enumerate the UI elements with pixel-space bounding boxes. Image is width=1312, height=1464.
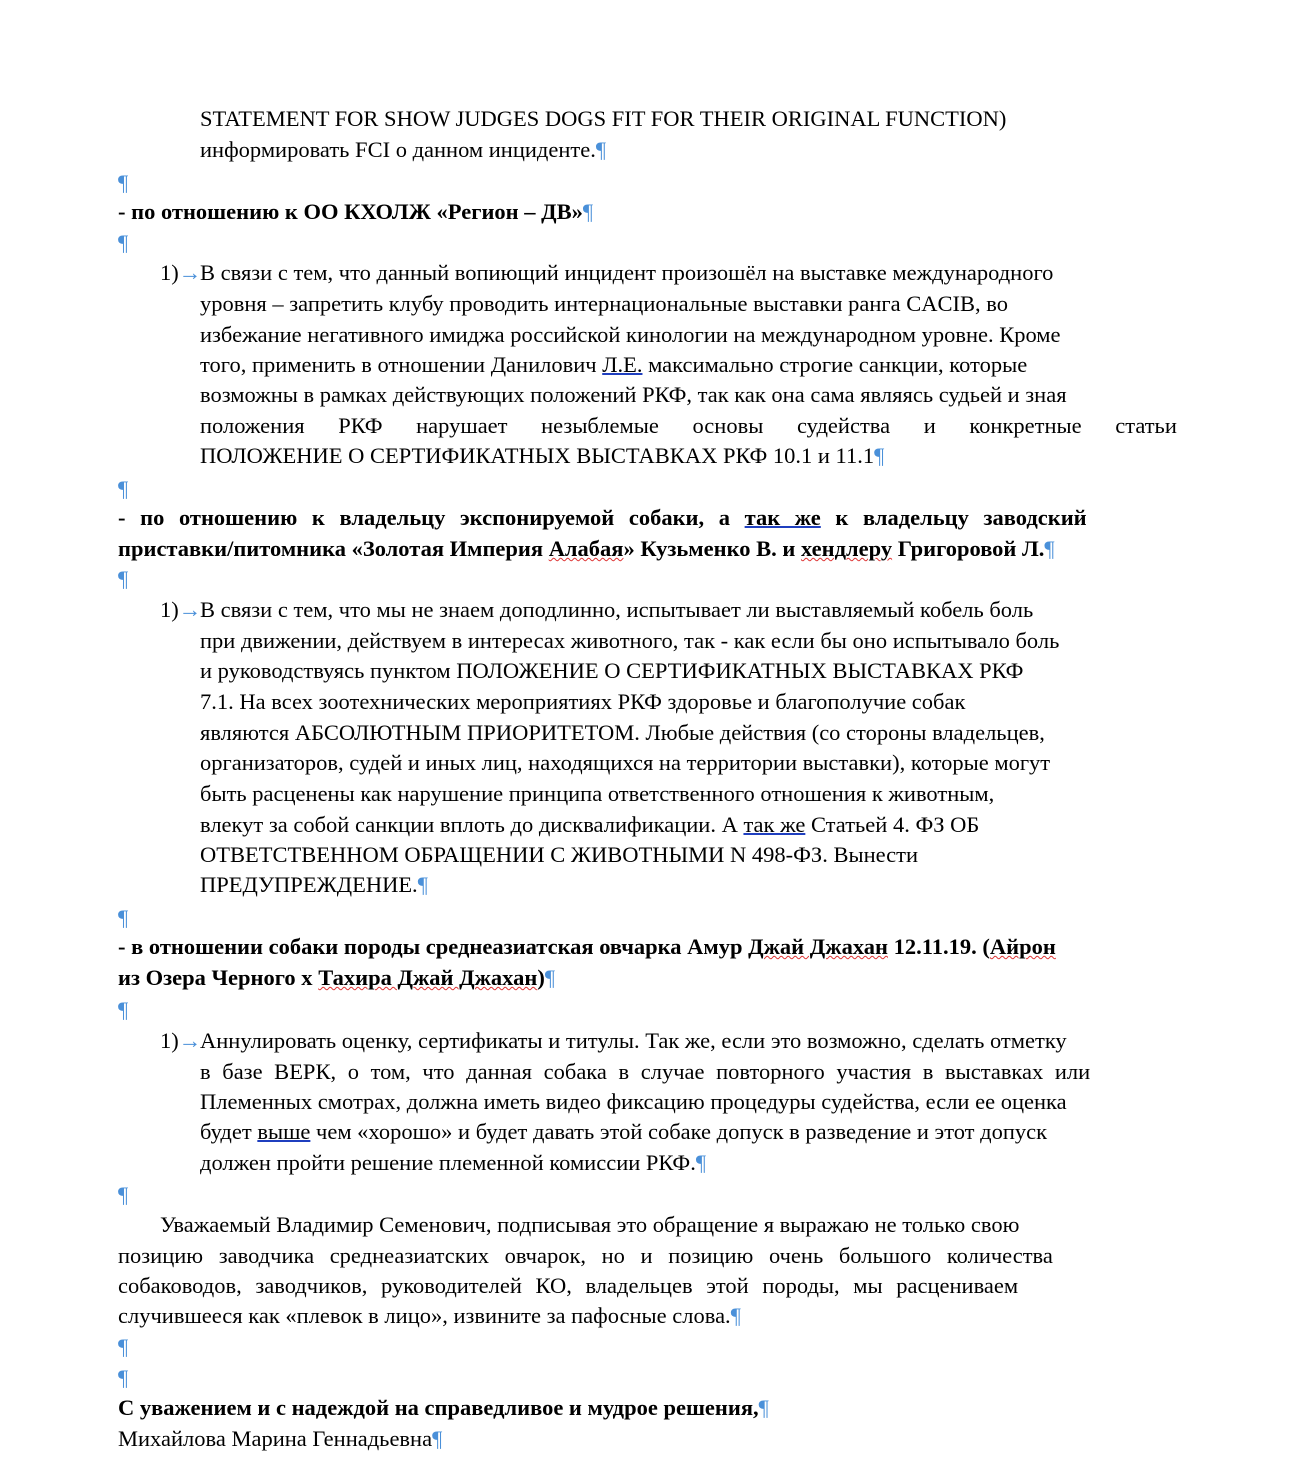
list-item-owner-line: В связи с тем, что мы не знаем доподлинно, испытывает ли выставляемый кобель боль [200, 597, 1034, 622]
pilcrow-mark: ¶ [118, 170, 129, 195]
pilcrow-mark: ¶ [758, 1395, 769, 1420]
list-item-owner-line: быть расценены как нарушение принципа ответственного отношения к животным, [200, 781, 995, 806]
grammar-underlined-word: так же [744, 505, 821, 530]
pilcrow-mark: ¶ [695, 1150, 707, 1175]
list-number: 1)→ [160, 597, 202, 622]
tab-arrow-mark: → [178, 1028, 202, 1053]
section-heading-club: - по отношению к ОО КХОЛЖ «Регион – ДВ»¶ [118, 199, 594, 224]
pilcrow-mark: ¶ [118, 1334, 129, 1359]
list-item-dog-line: в базе ВЕРК, о том, что данная собака в случае повторного участия в выставках или [200, 1059, 1091, 1084]
pilcrow-mark: ¶ [432, 1426, 443, 1451]
section-heading-dog: - в отношении собаки породы среднеазиатская овчарка Амур Джай Джахан 12.11.19. (Айрон [118, 934, 1056, 959]
pilcrow-mark: ¶ [118, 230, 129, 255]
list-item-club-line: избежание негативного имиджа российской кинологии на международном уровне. Кроме [200, 322, 1061, 347]
text-line [200, 135, 606, 165]
pilcrow-mark: ¶ [118, 997, 129, 1022]
list-item-club-line: уровня – запретить клубу проводить интернациональные выставки ранга CACIB, во [200, 291, 1009, 316]
list-item-dog-line: будет выше чем «хорошо» и будет давать этой собаке допуск в разведение и этот допуск [200, 1119, 1048, 1144]
list-item-dog-line: Аннулировать оценку, сертификаты и титулы. Так же, если это возможно, сделать отметку [200, 1028, 1067, 1053]
pilcrow-mark: ¶ [118, 905, 129, 930]
pilcrow-mark: ¶ [118, 566, 129, 591]
pilcrow-mark: ¶ [730, 1303, 741, 1328]
grammar-underlined-word: так же [743, 812, 806, 837]
closing-paragraph-line: случившееся как «плевок в лицо», извините за пафосные слова.¶ [118, 1303, 741, 1328]
list-item-dog-line: Племенных смотрах, должна иметь видео фиксацию процедуры судейства, если ее оценка [200, 1089, 1067, 1114]
list-item-owner-line: являются АБСОЛЮТНЫМ ПРИОРИТЕТОМ. Любые действия (со стороны владельцев, [200, 720, 1045, 745]
section-heading-owner: - по отношению к владельцу экспонируемой собаки, а так же к владельцу заводский [118, 505, 1087, 530]
pilcrow-mark: ¶ [1044, 536, 1055, 561]
closing-paragraph-line: позицию заводчика среднеазиатских овчарок, но и позицию очень большого количества [118, 1243, 1053, 1268]
inform-fci-text: информировать FCI о данном инциденте. [200, 137, 596, 162]
list-item-owner-line: при движении, действуем в интересах животного, так - как если бы оно испытывало боль [200, 628, 1060, 653]
pilcrow-mark: ¶ [417, 872, 428, 897]
list-item-owner-line: 7.1. На всех зоотехнических мероприятиях РКФ здоровье и благополучие собак [200, 689, 966, 714]
list-item-owner-line: ПРЕДУПРЕЖДЕНИЕ.¶ [200, 872, 428, 897]
pilcrow-mark: ¶ [118, 476, 129, 501]
statement-text: STATEMENT FOR SHOW JUDGES DOGS FIT FOR THEIR ORIGINAL FUNCTION) [200, 106, 1007, 131]
pilcrow-mark: ¶ [118, 1182, 129, 1207]
spelling-underlined-word: хендлеру [800, 536, 893, 561]
list-item-club-line: того, применить в отношении Данилович Л.Е. максимально строгие санкции, которые [200, 352, 1028, 377]
list-item-club-line: В связи с тем, что данный вопиющий инцидент произошёл на выставке международного [200, 260, 1054, 285]
spelling-underlined-word: Тахира Джай Джахан [318, 965, 538, 990]
signature-greeting: С уважением и с надеждой на справедливое и мудрое решения,¶ [118, 1395, 769, 1420]
closing-paragraph-line: Уважаемый Владимир Семенович, подписывая это обращение я выражаю не только свою [160, 1212, 1020, 1237]
tab-arrow-mark: → [178, 260, 202, 285]
list-item-owner-line: влекут за собой санкции вплоть до дисквалификации. А так же Статьей 4. ФЗ ОБ [200, 812, 980, 837]
list-number: 1)→ [160, 260, 202, 285]
list-item-club-line: возможны в рамках действующих положений РКФ, так как она сама являясь судьей и зная [200, 382, 1067, 407]
list-item-owner-line: ОТВЕТСТВЕННОМ ОБРАЩЕНИИ С ЖИВОТНЫМИ N 498-ФЗ. Вынести [200, 842, 919, 867]
spelling-underlined-word: Джай Джахан [748, 934, 888, 959]
pilcrow-mark: ¶ [582, 199, 594, 224]
list-item-club-line: положения РКФ нарушает незыблемые основы судейства и конкретные статьи [200, 413, 1177, 438]
list-item-owner-line: и руководствуясь пунктом ПОЛОЖЕНИЕ О СЕРТИФИКАТНЫХ ВЫСТАВКАХ РКФ [200, 658, 1024, 683]
section-heading-owner: приставки/питомника «Золотая Империя Алабая» Кузьменко В. и хендлеру Григоровой Л.¶ [118, 536, 1055, 561]
closing-paragraph-line: собаководов, заводчиков, руководителей КО, владельцев этой породы, мы расцениваем [118, 1273, 1019, 1298]
pilcrow-mark: ¶ [595, 137, 607, 162]
list-item-club-line: ПОЛОЖЕНИЕ О СЕРТИФИКАТНЫХ ВЫСТАВКАХ РКФ 10.1 и 11.1¶ [200, 443, 885, 468]
pilcrow-mark: ¶ [544, 965, 556, 990]
spelling-underlined-word: Айрон [989, 934, 1056, 959]
tab-arrow-mark: → [178, 597, 202, 622]
grammar-underlined-word: выше [257, 1119, 311, 1144]
pilcrow-mark: ¶ [874, 443, 885, 468]
list-item-dog-line: должен пройти решение племенной комиссии РКФ.¶ [200, 1150, 707, 1175]
spelling-underlined-word: Алабая [548, 536, 624, 561]
list-item-owner-line: организаторов, судей и иных лиц, находящихся на территории выставки), которые могут [200, 750, 1051, 775]
text-line [200, 104, 1222, 134]
signature-name: Михайлова Марина Геннадьевна¶ [118, 1426, 443, 1451]
grammar-underlined-word: Л.Е. [602, 352, 643, 377]
list-number: 1)→ [160, 1028, 202, 1053]
pilcrow-mark: ¶ [118, 1365, 129, 1390]
section-heading-dog: из Озера Черного х Тахира Джай Джахан)¶ [118, 965, 556, 990]
